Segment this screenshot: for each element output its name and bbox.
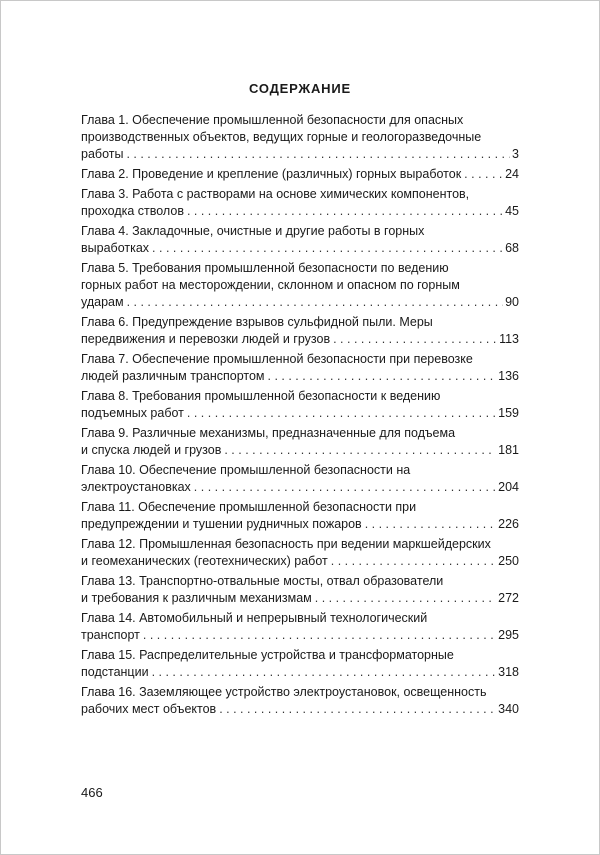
toc-entry-text: и спуска людей и грузов: [81, 443, 222, 457]
toc-entry-line: Глава 7. Обеспечение промышленной безопасности при перевозке: [81, 352, 473, 366]
toc-entry-text: выработках: [81, 241, 150, 255]
toc-entry-line: Глава 6. Предупреждение взрывов сульфидной пыли. Меры: [81, 315, 433, 329]
toc-leader-dots: [152, 664, 497, 681]
toc-entry-line: Глава 4. Закладочные, очистные и другие работы в горных: [81, 224, 425, 238]
toc-leader-dots: [224, 442, 496, 459]
toc-entry[interactable]: [81, 223, 519, 257]
toc-leader-dots: [333, 331, 497, 348]
toc-entry-text: работы: [81, 147, 124, 161]
toc-entry-text: электроустановках: [81, 480, 191, 494]
toc-entry[interactable]: [81, 186, 519, 220]
toc-page-number: 340: [498, 702, 519, 716]
toc-page-number: 272: [498, 591, 519, 605]
toc-entry-line: Глава 3. Работа с растворами на основе химических компонентов,: [81, 187, 470, 201]
toc-entry-line: Глава 1. Обеспечение промышленной безопасности для опасных: [81, 113, 464, 127]
toc-entry-line: Глава 9. Различные механизмы, предназначенные для подъема: [81, 426, 456, 440]
toc-entry-text: подъемных работ: [81, 406, 184, 420]
toc-entry-last-line: [81, 479, 519, 496]
toc-entry-line: Глава 13. Транспортно-отвальные мосты, отвал образователи: [81, 574, 444, 588]
toc-entry[interactable]: [81, 112, 519, 163]
toc-leader-dots: [152, 240, 503, 257]
toc-entry-text: предупреждении и тушении рудничных пожаров: [81, 517, 362, 531]
toc-entry-last-line: [81, 442, 519, 459]
toc-entry-last-line: [81, 146, 519, 163]
toc-entry[interactable]: [81, 610, 519, 644]
toc-entry-last-line: [81, 331, 519, 348]
page-number: 466: [81, 785, 103, 800]
toc-entry-last-line: [81, 664, 519, 681]
toc-leader-dots: [315, 590, 496, 607]
toc-entry[interactable]: [81, 166, 519, 183]
page-title: СОДЕРЖАНИЕ: [249, 81, 351, 96]
toc-entry-last-line: [81, 368, 519, 385]
toc-entry-last-line: [81, 240, 519, 257]
toc-entry[interactable]: [81, 351, 519, 385]
toc-entry-text: рабочих мест объектов: [81, 702, 217, 716]
toc-page-number: 90: [505, 295, 519, 309]
toc-entry-last-line: [81, 553, 519, 570]
toc-entry-text: и требования к различным механизмам: [81, 591, 312, 605]
toc-entry-line: Глава 8. Требования промышленной безопасности к ведению: [81, 389, 441, 403]
toc-entry-last-line: [81, 516, 519, 533]
toc-entry-text: проходка стволов: [81, 204, 184, 218]
toc-entry-last-line: [81, 166, 519, 183]
toc-entry-text: и геомеханических (геотехнических) работ: [81, 554, 328, 568]
toc-entry-last-line: [81, 405, 519, 422]
toc-entry[interactable]: [81, 536, 519, 570]
toc-entry[interactable]: [81, 388, 519, 422]
toc-entry[interactable]: [81, 499, 519, 533]
toc-entry[interactable]: [81, 573, 519, 607]
toc-entry-text: подстанции: [81, 665, 149, 679]
toc-page-number: 318: [498, 665, 519, 679]
toc-entry-text: Глава 2. Проведение и крепление (различных) горных выработок: [81, 167, 462, 181]
toc-entry[interactable]: [81, 314, 519, 348]
toc-page-number: 250: [498, 554, 519, 568]
toc-entry-text: ударам: [81, 295, 124, 309]
toc-leader-dots: [268, 368, 497, 385]
toc-page-number: 3: [512, 147, 519, 161]
toc-entry-last-line: [81, 701, 519, 718]
toc-entry-last-line: [81, 590, 519, 607]
toc-entry-line: Глава 5. Требования промышленной безопасности по ведению: [81, 261, 449, 275]
toc-entry-last-line: [81, 203, 519, 220]
toc-page-number: 204: [498, 480, 519, 494]
toc-entry-line: Глава 10. Обеспечение промышленной безопасности на: [81, 463, 411, 477]
toc-page-number: 226: [498, 517, 519, 531]
toc-leader-dots: [143, 627, 496, 644]
toc-entry[interactable]: [81, 425, 519, 459]
toc-page-number: 181: [498, 443, 519, 457]
toc-entry[interactable]: [81, 462, 519, 496]
toc-entry[interactable]: [81, 684, 519, 718]
toc-leader-dots: [187, 405, 496, 422]
toc-entry-line: Глава 15. Распределительные устройства и трансформаторные: [81, 648, 454, 662]
toc-page-number: 295: [498, 628, 519, 642]
toc-leader-dots: [464, 166, 503, 183]
toc-page-number: 68: [505, 241, 519, 255]
toc-entry-line: Глава 11. Обеспечение промышленной безопасности при: [81, 500, 417, 514]
toc-leader-dots: [331, 553, 496, 570]
toc-entry[interactable]: [81, 647, 519, 681]
toc-page-number: 45: [505, 204, 519, 218]
toc-entry-line: производственных объектов, ведущих горные и геологоразведочные: [81, 130, 482, 144]
toc-entry-line: Глава 12. Промышленная безопасность при ведении маркшейдерских: [81, 537, 491, 551]
toc-entry-line: горных работ на месторождении, склонном и опасном по горным: [81, 278, 460, 292]
toc-entry-text: людей различным транспортом: [81, 369, 265, 383]
toc-leader-dots: [187, 203, 503, 220]
toc-page-number: 24: [505, 167, 519, 181]
toc-entry-text: передвижения и перевозки людей и грузов: [81, 332, 331, 346]
toc-leader-dots: [126, 146, 510, 163]
toc-entry-line: Глава 16. Заземляющее устройство электроустановок, освещенность: [81, 685, 487, 699]
toc-leader-dots: [194, 479, 496, 496]
toc-entry-last-line: [81, 294, 519, 311]
toc-page-number: 113: [499, 332, 519, 346]
toc-page-number: 136: [498, 369, 519, 383]
toc-entry-last-line: [81, 627, 519, 644]
toc-leader-dots: [127, 294, 504, 311]
toc-entry[interactable]: [81, 260, 519, 311]
toc-leader-dots: [365, 516, 496, 533]
toc-entry-text: транспорт: [81, 628, 140, 642]
table-of-contents: [81, 112, 519, 721]
toc-leader-dots: [219, 701, 496, 718]
toc-entry-line: Глава 14. Автомобильный и непрерывный технологический: [81, 611, 428, 625]
toc-page-number: 159: [498, 406, 519, 420]
